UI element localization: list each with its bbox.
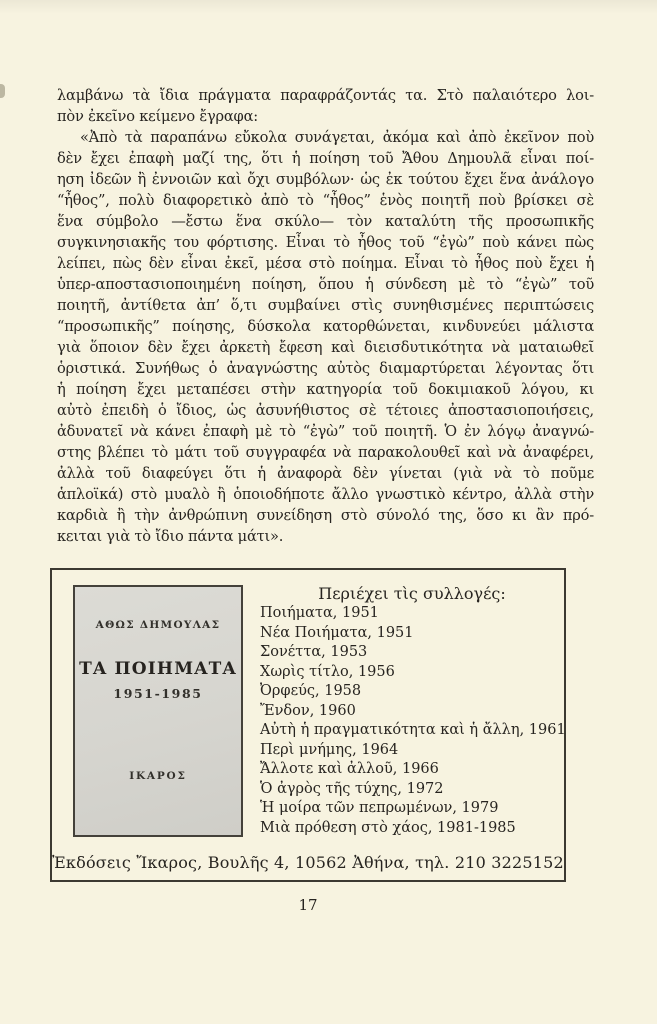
collections-heading: Περιέχει τὶς συλλογές: (318, 584, 506, 603)
collection-item: Ὀρφεύς, 1958 (260, 683, 362, 699)
imprint-line: Ἐκδόσεις Ἴκαρος, Βουλῆς 4, 10562 Ἀθήνα, τηλ. 210 3225152 (52, 853, 564, 872)
text-line: “προσωπικῆς” ποίησης, δύσκολα κατορθώνεται, κινδυνεύει μάλιστα (57, 318, 594, 335)
collection-item: Ἔνδον, 1960 (260, 702, 356, 719)
text-line: γιὰ ὅποιον δὲν ἔχει ἀρκετὴ ἔφεση καὶ διεισδυτικότητα νὰ ματαιωθεῖ (57, 339, 594, 356)
text-line: ἡ ποίηση ἔχει μεταπέσει στὴν κατηγορία τοῦ δοκιμιακοῦ λόγου, κι (57, 381, 594, 398)
collection-item: Αὐτὴ ἡ πραγματικότητα καὶ ἡ ἄλλη, 1961 (260, 722, 566, 738)
collection-item: Χωρὶς τίτλο, 1956 (260, 663, 395, 680)
page-number: 17 (298, 896, 318, 914)
text-line: ἁπλοϊκά) στὸ μυαλὸ ἢ ὁποιοδήποτε ἄλλο γνωστικὸ κέντρο, ἀλλὰ στὴν (57, 486, 594, 503)
text-line: ἕνα σύμβολο —ἔστω ἕνα σκύλο— τὸν καταλύτη τῆς προσωπικῆς (57, 213, 594, 230)
cover-author-name: ΑΘΩΣ ΔΗΜΟΥΛΑΣ (95, 619, 221, 631)
cover-years: 1951-1985 (113, 686, 203, 701)
text-line: ἀλλὰ τοῦ διαφεύγει ὅτι ἡ ἀναφορὰ δὲν γίνεται (γιὰ νὰ τὸ ποῦμε (57, 465, 594, 482)
text-line: καρδιὰ ἢ τὴν ἀνθρώπινη συνείδηση στὸ σύνολό της, ὅσο κι ἂν πρό- (57, 507, 594, 524)
scan-artifact (0, 84, 5, 98)
text-line: κειται γιὰ τὸ ἴδιο πάντα μάτι». (57, 528, 284, 545)
text-line: δὲν ἔχει ἐπαφὴ μαζί της, ὅτι ἡ ποίηση τοῦ Ἄθου Δημουλᾶ εἶναι ποί- (57, 150, 594, 167)
collection-item: Μιὰ πρόθεση στὸ χάος, 1981-1985 (260, 819, 516, 836)
text-line: στης βλέπει τὸ μάτι τοῦ συγγραφέα νὰ παρακολουθεῖ καὶ νὰ ἀναφέρει, (57, 444, 594, 461)
text-line: «Ἀπὸ τὰ παραπάνω εὔκολα συνάγεται, ἀκόμα καὶ ἀπὸ ἐκεῖνον ποὺ (80, 129, 594, 146)
text-line: ἀδυνατεῖ νὰ κάνει ἐπαφὴ μὲ τὸ “ἐγὼ” τοῦ ποιητῆ. Ὁ ἐν λόγῳ ἀναγνώ- (57, 423, 594, 440)
text-line: λαμβάνω τὰ ἴδια πράγματα παραφράζοντάς τα. Στὸ παλαιότερο λοι- (57, 87, 594, 104)
text-line: ηση ἰδεῶν ἢ ἐννοιῶν καὶ ὄχι συμβόλων· ὡς ἐκ τούτου ἔχει ἕνα ἀνάλογο (57, 171, 594, 188)
collection-item: Περὶ μνήμης, 1964 (260, 741, 399, 758)
book-cover (73, 585, 243, 837)
text-line: αὐτὸ ἐπειδὴ ὁ ἴδιος, ὡς ἀσυνήθιστος σὲ τέτοιες ἀποστασιοποιήσεις, (57, 402, 594, 419)
collection-item: Ἡ μοίρα τῶν πεπρωμένων, 1979 (260, 800, 499, 816)
collection-item: Ὁ ἀγρὸς τῆς τύχης, 1972 (260, 780, 444, 797)
cover-title: ΤΑ ΠΟΙΗΜΑΤΑ (79, 659, 237, 679)
text-line: ὑπερ-αποστασιοποιημένη ποίηση, ὅπου ἡ σύνδεση μὲ τὸ “ἐγὼ” τοῦ (57, 276, 594, 293)
text-line: ὁριστικά. Συνήθως ὁ ἀναγνώστης αὐτὸς διαμαρτύρεται λέγοντας ὅτι (57, 360, 594, 377)
text-line: λείπει, πὼς δὲν εἶναι ἐκεῖ, μέσα στὸ ποίημα. Εἶναι τὸ ἦθος ποὺ ἔχει ἡ (57, 255, 594, 272)
info-box (50, 568, 566, 882)
collection-item: Ἄλλοτε καὶ ἀλλοῦ, 1966 (260, 761, 439, 777)
collections-list (260, 604, 566, 838)
collection-item: Σονέττα, 1953 (260, 644, 368, 660)
text-line: πὸν ἐκεῖνο κείμενο ἔγραφα: (57, 108, 258, 125)
collection-item: Νέα Ποιήματα, 1951 (260, 624, 414, 641)
cover-publisher-logo: ΙΚΑΡΟΣ (129, 770, 187, 782)
collection-item: Ποιήματα, 1951 (260, 605, 379, 621)
text-line: ποιητῆ, ἀντίθετα ἀπ’ ὅ,τι συμβαίνει στὶς συνηθισμένες περιπτώσεις (57, 297, 594, 314)
text-line: “ἦθος”, πολὺ διαφορετικὸ ἀπὸ τὸ “ἦθος” ἑνὸς ποιητῆ ποὺ βρίσκει σὲ (57, 192, 594, 209)
body-text (57, 85, 594, 547)
text-line: συγκινησιακῆς του φόρτισης. Εἶναι τὸ ἦθος τοῦ “ἐγὼ” ποὺ κάνει πὼς (57, 234, 594, 251)
